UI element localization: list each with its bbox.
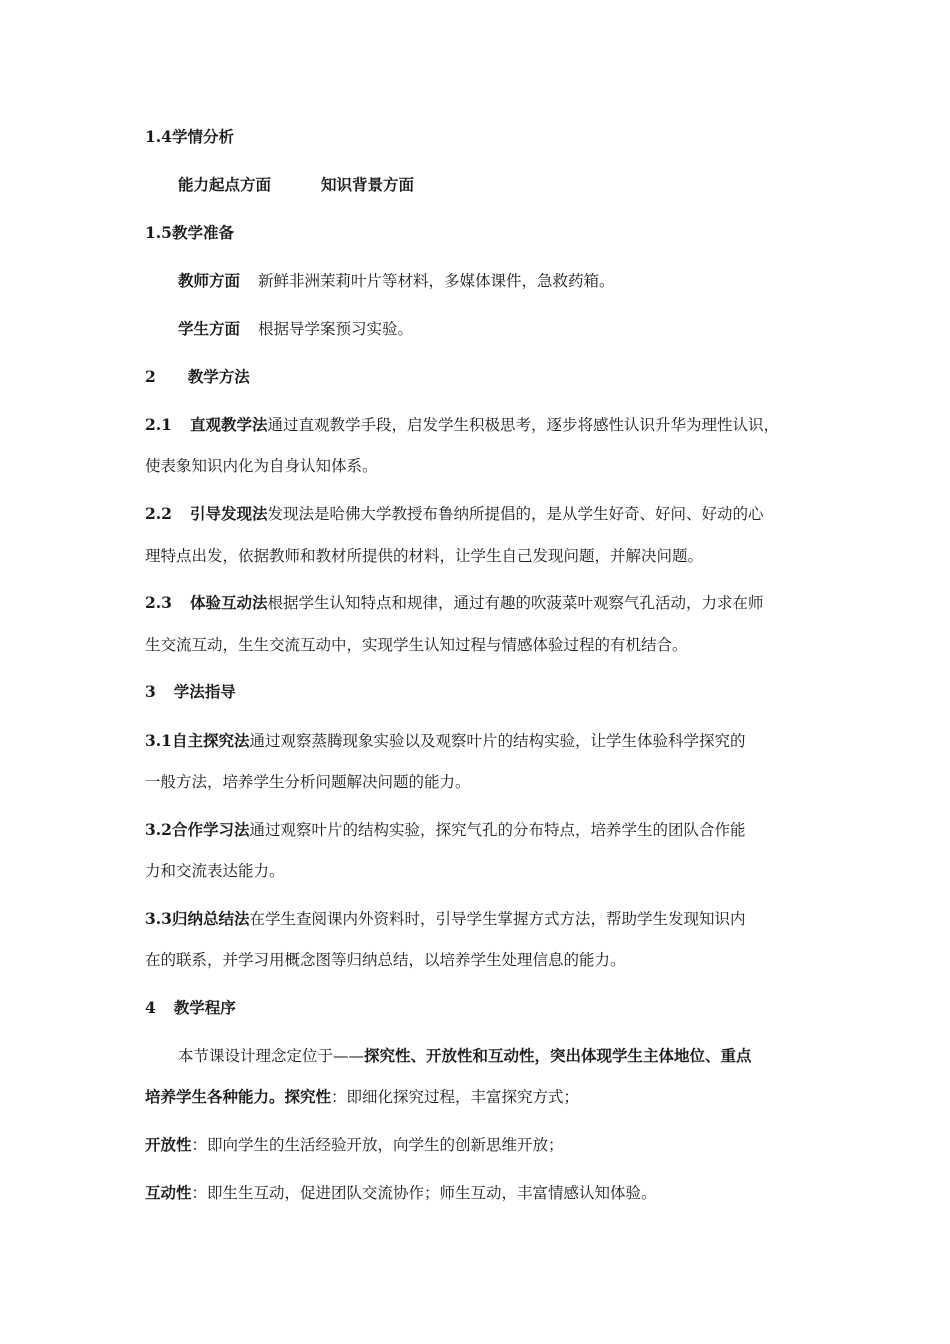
method-text: 力和交流表达能力。 [145,862,285,880]
method-3-3-line2 [145,950,626,970]
method-text: 通过直观教学手段，启发学生积极思考，逐步将感性认识升华为理性认识， [267,416,779,434]
student-prep-label: 学生方面 [178,319,241,338]
program-intro-bold: 探究性、开放性和互动性，突出体现学生主体地位、重点 [364,1046,752,1065]
method-text: 通过观察蒸腾现象实验以及观察叶片的结构实验，让学生体验科学探究的 [249,732,746,750]
method-3-1-line2 [145,772,471,792]
method-name: 直观教学法 [189,415,268,434]
method-name: 体验互动法 [189,593,268,612]
section-3-heading [145,682,236,702]
section-number: 2 [145,367,156,386]
section-number: 4 [145,998,156,1017]
openness-line [145,1135,564,1155]
method-name: 3.2合作学习法 [145,820,250,839]
section-1-4-heading [145,127,234,147]
program-intro-bold: 培养学生各种能力。探究性 [145,1087,332,1106]
method-number: 2.1 [145,415,172,434]
interactivity-label: 互动性 [145,1183,192,1202]
method-text: 生交流互动，生生交流互动中，实现学生认知过程与情感体验过程的有机结合。 [145,636,688,654]
section-title: 1.4学情分析 [145,127,234,146]
method-name: 引导发现法 [189,504,268,523]
section-title: 1.5教学准备 [145,223,234,242]
method-2-2-line2 [145,546,703,566]
analysis-item-knowledge: 知识背景方面 [321,175,415,194]
program-intro-text: 本节课设计理念定位于—— [178,1047,365,1065]
method-3-2-line1 [145,820,745,840]
method-text: 理特点出发，依据教师和教材所提供的材料，让学生自己发现问题，并解决问题。 [145,547,704,565]
section-title: 学法指导 [173,682,236,701]
interactivity-text: ：即生生互动，促进团队交流协作；师生互动，丰富情感认知体验。 [191,1184,657,1202]
teacher-prep-label: 教师方面 [178,271,241,290]
method-name: 3.3归纳总结法 [145,909,250,928]
method-text: 通过观察叶片的结构实验，探究气孔的分布特点，培养学生的团队合作能 [249,821,746,839]
program-intro-line1 [178,1046,752,1066]
section-4-heading [145,998,236,1018]
method-text: 在的联系，并学习用概念图等归纳总结，以培养学生处理信息的能力。 [145,951,626,969]
method-text: 根据学生认知特点和规律，通过有趣的吹菠菜叶观察气孔活动，力求在师 [267,594,764,612]
method-text: 一般方法，培养学生分析问题解决问题的能力。 [145,773,471,791]
interactivity-line [145,1183,657,1203]
section-1-5-heading [145,223,234,243]
analysis-items [178,175,414,195]
section-title: 教学程序 [173,998,236,1017]
student-prep-text: 根据导学案预习实验。 [258,320,414,338]
method-text: 发现法是哈佛大学教授布鲁纳所提倡的，是从学生好奇、好问、好动的心 [267,505,764,523]
method-2-1-line2 [145,456,378,476]
section-title: 教学方法 [187,367,250,386]
method-3-3-line1 [145,909,745,929]
method-name: 3.1自主探究法 [145,731,250,750]
program-intro-line2 [145,1087,579,1107]
program-intro-text: ：即细化探究过程，丰富探究方式； [331,1088,580,1106]
method-number: 2.2 [145,504,172,523]
method-3-2-line2 [145,861,285,881]
method-2-3-line1 [145,593,764,613]
method-2-3-line2 [145,635,688,655]
method-text: 使表象知识内化为自身认知体系。 [145,457,378,475]
section-number: 3 [145,682,156,701]
analysis-item-ability: 能力起点方面 [178,175,272,194]
student-prep [178,319,413,339]
teacher-prep-text: 新鲜非洲茉莉叶片等材料，多媒体课件，急救药箱。 [258,272,615,290]
method-text: 在学生查阅课内外资料时，引导学生掌握方式方法，帮助学生发现知识内 [249,910,746,928]
section-2-heading [145,367,250,387]
method-2-1-line1 [145,415,779,435]
method-2-2-line1 [145,504,764,524]
method-number: 2.3 [145,593,172,612]
teacher-prep [178,271,615,291]
openness-text: ：即向学生的生活经验开放，向学生的创新思维开放； [191,1136,564,1154]
method-3-1-line1 [145,731,745,751]
openness-label: 开放性 [145,1135,192,1154]
